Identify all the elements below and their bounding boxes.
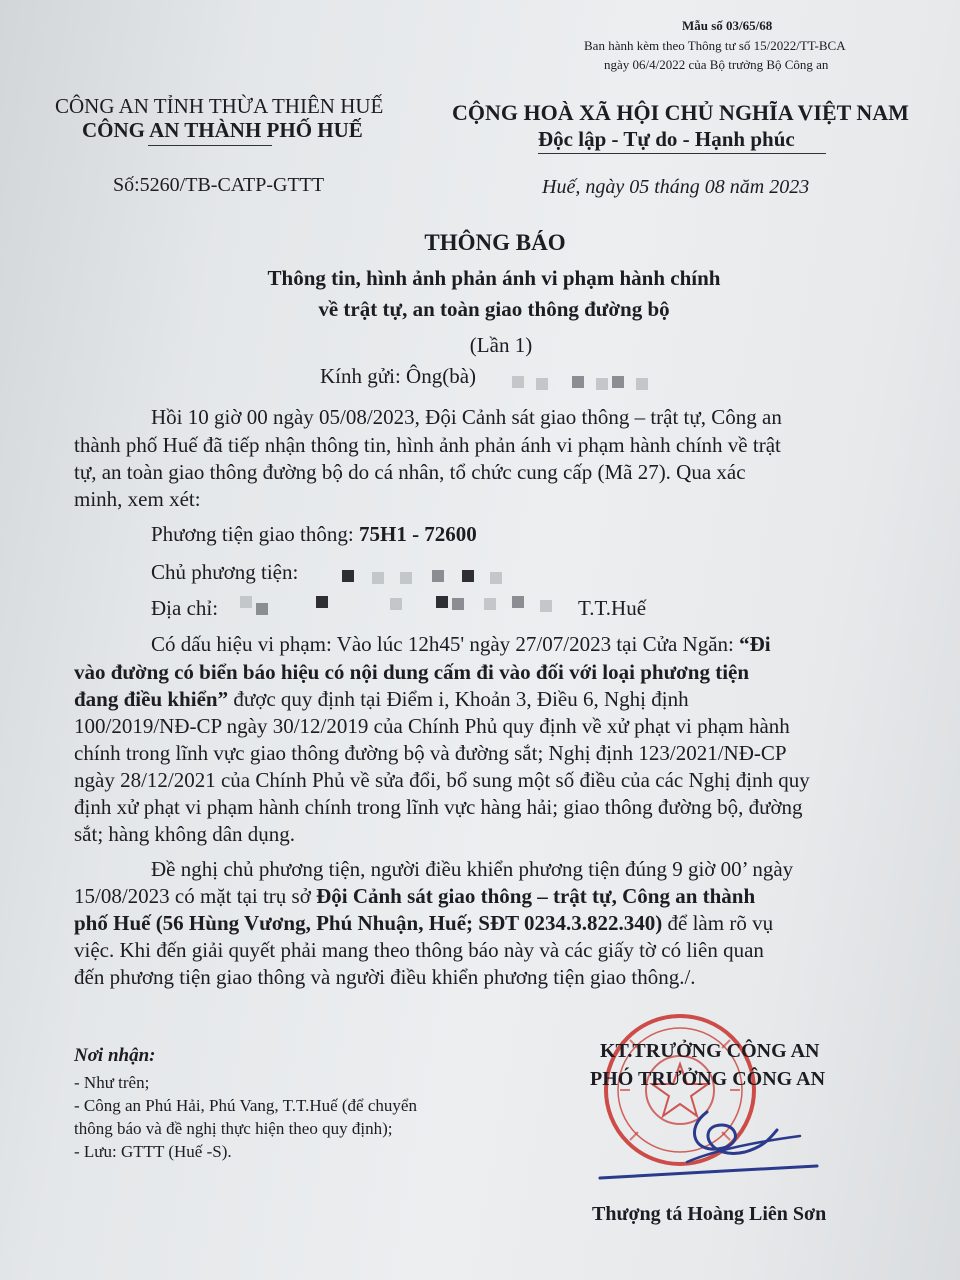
agency-parent: CÔNG AN TỈNH THỪA THIÊN HUẾ	[55, 94, 384, 118]
paragraph-2-line-4: 100/2019/NĐ-CP ngày 30/12/2019 của Chính Phủ quy định về xử phạt vi phạm hành	[74, 714, 790, 738]
attempt-number: (Lần 1)	[469, 333, 533, 357]
recipient-line-2: - Công an Phú Hải, Phú Vang, T.T.Huế (để chuyển	[74, 1096, 417, 1115]
paragraph-3-line-3	[74, 911, 773, 936]
agency-name: CÔNG AN THÀNH PHỐ HUẾ	[82, 118, 363, 142]
motto-underline	[538, 153, 826, 154]
title-line-2: về trật tự, an toàn giao thông đường bộ	[318, 297, 670, 321]
national-motto: Độc lập - Tự do - Hạnh phúc	[538, 127, 795, 151]
signer-name: Thượng tá Hoàng Liên Sơn	[592, 1203, 827, 1225]
address-suffix: T.T.Huế	[578, 596, 647, 620]
paragraph-3-line-5: đến phương tiện giao thông và người điều khiển phương tiện giao thông./.	[74, 965, 696, 989]
recipient-line-1: - Như trên;	[74, 1073, 150, 1092]
place-date: Huế, ngày 05 tháng 08 năm 2023	[542, 176, 810, 198]
form-number: Mẫu số 03/65/68	[682, 18, 773, 33]
paragraph-2-line-1	[151, 632, 771, 657]
paragraph-3-line-2	[74, 884, 755, 909]
signature-title-1: KT.TRƯỞNG CÔNG AN	[600, 1040, 820, 1062]
document-title: THÔNG BÁO	[424, 230, 566, 255]
agency-underline	[148, 145, 272, 146]
address-line	[151, 596, 218, 621]
paragraph-2-line-5: chính trong lĩnh vực giao thông đường bộ và đường sắt; Nghị định 123/2021/NĐ-CP	[74, 741, 787, 765]
violation-quote-end: đang điều khiển”	[74, 687, 229, 711]
vehicle-line	[151, 522, 477, 547]
owner-label: Chủ phương tiện:	[151, 560, 299, 584]
vehicle-label: Phương tiện giao thông:	[151, 522, 359, 546]
paragraph-2-line-8: sắt; hàng không dân dụng.	[74, 822, 296, 846]
legal-basis-start: được quy định tại Điểm i, Khoản 3, Điều 6, Nghị định	[228, 687, 689, 711]
violation-quote-start: “Đi	[739, 632, 771, 656]
title-line-1: Thông tin, hình ảnh phản ánh vi phạm hành chính	[267, 266, 721, 290]
office-address: phố Huế (56 Hùng Vương, Phú Nhuận, Huế; SĐT 0234.3.822.340)	[74, 911, 663, 935]
paragraph-2-line-6: ngày 28/12/2021 của Chính Phủ về sửa đổi, bổ sung một số điều của các Nghị định quy	[74, 768, 810, 792]
country-name: CỘNG HOÀ XÃ HỘI CHỦ NGHĨA VIỆT NAM	[452, 100, 909, 125]
owner-line	[151, 560, 298, 585]
paragraph-1-line-1: Hồi 10 giờ 00 ngày 05/08/2023, Đội Cảnh sát giao thông – trật tự, Công an	[151, 405, 782, 429]
recipient-line-4: - Lưu: GTTT (Huế -S).	[74, 1142, 232, 1161]
vehicle-plate: 75H1 - 72600	[358, 522, 477, 546]
paragraph-2-line-2: vào đường có biển báo hiệu có nội dung cấm đi vào đối với loại phương tiện	[74, 660, 750, 684]
appointment-purpose: để làm rõ vụ	[662, 911, 774, 935]
document-number: Số:5260/TB-CATP-GTTT	[113, 174, 325, 196]
signature-title-2: PHÓ TRƯỞNG CÔNG AN	[590, 1068, 826, 1090]
paragraph-1-line-2: thành phố Huế đã tiếp nhận thông tin, hình ảnh phản ánh vi phạm hành chính về trật	[74, 433, 781, 457]
paragraph-3-line-4: việc. Khi đến giải quyết phải mang theo thông báo này và các giấy tờ có liên quan	[74, 938, 764, 962]
address-label: Địa chỉ:	[151, 596, 219, 620]
paragraph-1-line-4: minh, xem xét:	[74, 487, 201, 511]
office-name: Đội Cảnh sát giao thông – trật tự, Công an thành	[316, 884, 756, 908]
recipient-line-3: thông báo và đề nghị thực hiện theo quy định);	[74, 1119, 393, 1138]
recipients-title: Nơi nhận:	[74, 1045, 156, 1066]
paragraph-1-line-3: tự, an toàn giao thông đường bộ do cá nhân, tổ chức cung cấp (Mã 27). Qua xác	[74, 460, 746, 484]
paragraph-2-line-7: định xử phạt vi phạm hành chính trong lĩnh vực hàng hải; giao thông đường bộ, đường	[74, 795, 803, 819]
form-issued-line-1: Ban hành kèm theo Thông tư số 15/2022/TT-BCA	[584, 38, 846, 53]
appointment-date: 15/08/2023 có mặt tại trụ sở	[74, 884, 317, 908]
addressee-label: Kính gửi: Ông(bà)	[320, 364, 477, 388]
violation-intro: Có dấu hiệu vi phạm: Vào lúc 12h45' ngày 27/07/2023 tại Cửa Ngăn:	[151, 632, 740, 656]
paragraph-3-line-1: Đề nghị chủ phương tiện, người điều khiển phương tiện đúng 9 giờ 00’ ngày	[151, 857, 794, 881]
paragraph-2-line-3	[74, 687, 689, 712]
form-issued-line-2: ngày 06/4/2022 của Bộ trưởng Bộ Công an	[604, 57, 829, 72]
handwritten-signature	[595, 1100, 825, 1190]
